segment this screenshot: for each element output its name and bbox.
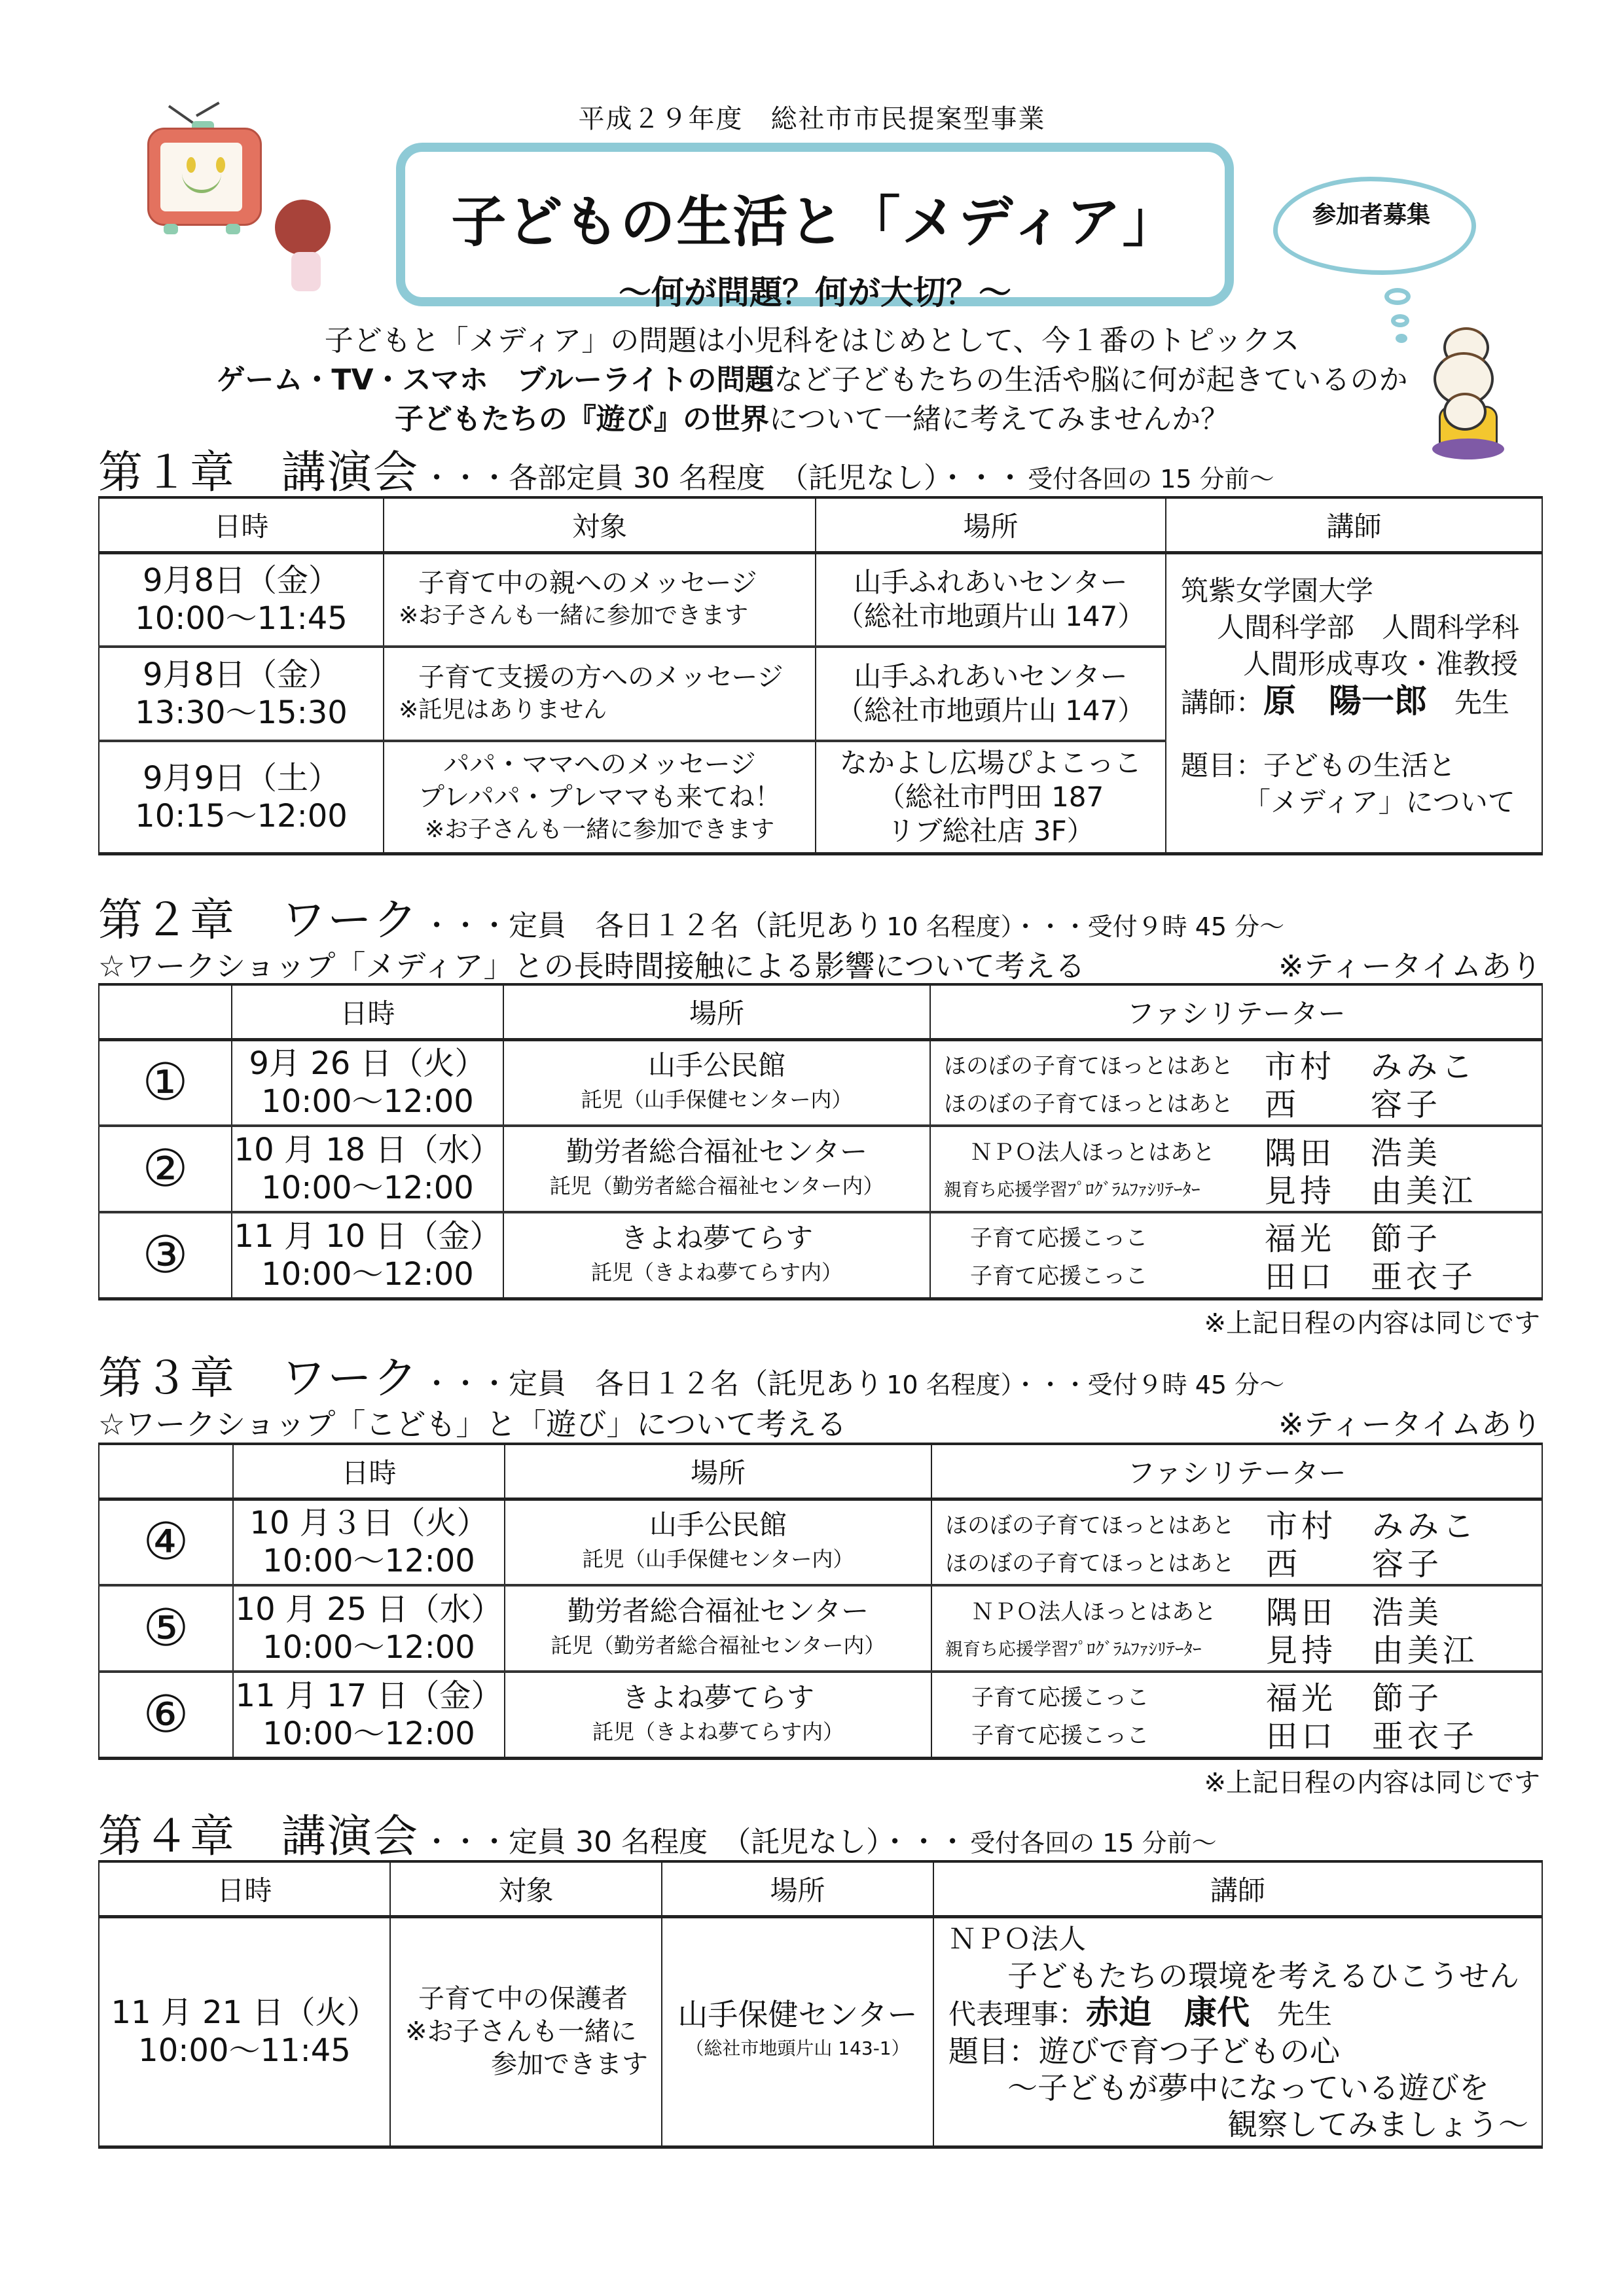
place-cell	[816, 741, 1166, 853]
place-address: （総社市地頭片山 147）	[836, 694, 1146, 726]
cloud-bubble	[1384, 288, 1411, 305]
time: 10:00～12:00	[261, 1255, 474, 1293]
chapter2-details: ・・・定員 各日１２名（託児あり	[422, 909, 884, 942]
datetime-cell	[233, 1499, 505, 1585]
chapter4-details: ・・・定員 30 名程度 （託児なし）・・・	[422, 1825, 967, 1859]
target-line2: プレパパ・プレママも来てね！	[418, 781, 781, 812]
datetime-cell	[99, 552, 384, 647]
chapter3-details: ・・・定員 各日１２名（託児あり	[422, 1367, 884, 1401]
facilitator-org: 子育て応援こっこ	[971, 1723, 1149, 1749]
intro-line-2	[0, 356, 1624, 398]
table-row	[99, 1212, 1542, 1299]
date: 11 月 21 日（火）	[111, 1994, 378, 2031]
lecturer-label: 代表理事：	[948, 1998, 1087, 2030]
col-header-target: 対象	[390, 1861, 662, 1916]
lecturer-name-line	[1181, 683, 1542, 721]
facilitator-name: 市村 みみこ	[1266, 1507, 1479, 1545]
chapter1-details: ・・・各部定員 30 名程度 （託児なし）・・・	[422, 461, 1025, 495]
lecturer-honorific: 先生	[1277, 1998, 1333, 2030]
chapter3-table	[98, 1443, 1543, 1760]
chapter4-table	[98, 1860, 1543, 2149]
place: きよね夢てらす	[621, 1681, 814, 1713]
facilitator-org: 子育て応援こっこ	[970, 1263, 1148, 1290]
target-note: ※お子さんも一緒に参加できます	[424, 816, 775, 843]
page-title: 子どもの生活と「メディア」	[451, 190, 1179, 254]
table-header-row	[99, 1444, 1542, 1499]
col-header-place: 場所	[503, 984, 930, 1039]
facilitator-org: 子育て応援こっこ	[971, 1685, 1149, 1712]
childcare-note: 託児（きよね夢てらす内）	[590, 1259, 842, 1285]
col-header-place: 場所	[816, 497, 1166, 552]
col-header-datetime: 日時	[232, 984, 503, 1039]
facilitator-org: 親育ち応援学習ﾌﾟﾛｸﾞﾗﾑﾌｧｼﾘﾃｰﾀｰ	[945, 1639, 1202, 1660]
place-cell	[503, 1126, 930, 1212]
session-number: ③	[99, 1212, 232, 1299]
facilitator-name: 福光 節子	[1266, 1680, 1443, 1717]
chapter2-table	[98, 983, 1543, 1300]
chapter3-workshop-line	[98, 1401, 1542, 1444]
chapter1-reception: 受付各回の 15 分前～	[1028, 465, 1274, 493]
tv-foot	[226, 224, 240, 234]
chapter4-heading	[98, 1801, 1217, 1865]
intro-text: について一緒に考えてみませんか？	[768, 403, 1230, 436]
place-cell	[505, 1672, 931, 1758]
time: 10:00～12:00	[261, 1083, 474, 1121]
date: 9月8日（金）	[142, 562, 340, 600]
target: 子育て中の親へのメッセージ	[418, 568, 757, 599]
col-header-facilitator: ファシリテーター	[930, 984, 1542, 1039]
facilitator-org: ＮＰＯ法人ほっとはあと	[970, 1139, 1215, 1166]
place: きよね夢てらす	[620, 1221, 813, 1254]
chapter2-same-content-note: ※上記日程の内容は同じです	[1204, 1308, 1540, 1338]
recruiting-badge: 参加者募集	[1312, 202, 1430, 228]
lecture-topic-line2: ～子どもが夢中になっている遊びを	[1007, 2070, 1489, 2106]
date: 10 月 18 日（水）	[234, 1132, 501, 1168]
col-header-place: 場所	[662, 1861, 933, 1916]
facilitator-cell	[931, 1499, 1542, 1585]
child-body	[291, 252, 321, 291]
tea-time-note: ※ティータイムあり	[1278, 948, 1542, 984]
target-note: ※お子さんも一緒に参加できます	[399, 602, 749, 630]
child-head	[275, 200, 331, 255]
time: 13:30～15:30	[135, 694, 348, 731]
facilitator-name: 福光 節子	[1265, 1221, 1442, 1258]
lecture-topic: 題目：子どもの生活と	[1181, 749, 1456, 781]
time: 10:00～11:45	[138, 2032, 351, 2069]
table-row	[99, 1585, 1542, 1672]
col-header-place: 場所	[505, 1444, 931, 1499]
chapter3-heading	[98, 1343, 1284, 1407]
facilitator-name: 隅田 浩美	[1265, 1134, 1442, 1172]
col-header-target: 対象	[384, 497, 816, 552]
place-cell	[816, 647, 1166, 741]
time: 10:00～12:00	[261, 1170, 474, 1206]
workshop-theme: ☆ワークショップ「こども」と「遊び」について考える	[98, 1407, 847, 1442]
childcare-note: 託児（勤労者総合福祉センター内）	[550, 1633, 886, 1658]
datetime-cell	[233, 1672, 505, 1758]
target-cell	[384, 647, 816, 741]
place-address: （総社市門田 187	[877, 780, 1104, 813]
col-header-datetime: 日時	[233, 1444, 505, 1499]
chapter1-title: 第１章 講演会	[98, 447, 420, 499]
cushion	[1432, 439, 1504, 459]
target-note-line2: 参加できます	[491, 2049, 648, 2079]
place-cell	[505, 1499, 931, 1585]
facilitator-cell	[931, 1672, 1542, 1758]
time: 10:00～12:00	[262, 1715, 475, 1752]
tv-foot	[164, 224, 178, 234]
session-number: ④	[99, 1499, 233, 1585]
lecturer-cell	[1166, 552, 1542, 853]
date: 10 月 25 日（水）	[235, 1591, 503, 1628]
workshop-theme: ☆ワークショップ「メディア」との長時間接触による影響について考える	[98, 948, 1085, 984]
date: 9月9日（土）	[142, 759, 340, 797]
chapter2-details-small: 10 名程度）・・・受付９時 45 分～	[886, 912, 1285, 941]
target-cell	[384, 552, 816, 647]
lecturer-org-type: ＮＰＯ法人	[948, 1922, 1087, 1955]
target-cell	[390, 1916, 662, 2147]
tea-time-note: ※ティータイムあり	[1278, 1407, 1542, 1442]
date: 9月8日（金）	[142, 656, 340, 693]
facilitator-org: ほのぼの子育てほっとはあと	[944, 1052, 1233, 1079]
datetime-cell	[232, 1126, 503, 1212]
facilitator-name: 市村 みみこ	[1265, 1048, 1477, 1085]
lecturer-name: 赤迫 康代	[1086, 1993, 1250, 2032]
facilitator-org: 子育て応援こっこ	[970, 1225, 1148, 1252]
facilitator-org: 親育ち応援学習ﾌﾟﾛｸﾞﾗﾑﾌｧｼﾘﾃｰﾀｰ	[944, 1179, 1200, 1200]
chapter2-title: 第２章 ワーク	[98, 895, 420, 946]
col-header-datetime: 日時	[99, 1861, 390, 1916]
intro-line-3	[0, 395, 1624, 437]
place: 山手ふれあいセンター	[854, 660, 1128, 692]
facilitator-org: ほのぼの子育てほっとはあと	[944, 1090, 1233, 1117]
table-header-row	[99, 1861, 1542, 1916]
session-number: ⑤	[99, 1585, 233, 1672]
lecture-topic-line3: 観察してみましょう～	[1227, 2106, 1528, 2142]
place: 山手保健センター	[677, 1997, 918, 2032]
lecturer-university: 筑紫女学園大学	[1181, 574, 1374, 607]
time: 10:00～11:45	[135, 600, 348, 637]
facilitator-cell	[930, 1039, 1542, 1126]
col-header-number	[99, 984, 232, 1039]
place-cell	[816, 552, 1166, 647]
time: 10:15～12:00	[135, 797, 348, 834]
datetime-cell	[99, 1916, 390, 2147]
place: 山手公民館	[647, 1049, 785, 1082]
table-header-row	[99, 984, 1542, 1039]
childcare-note: 託児（勤労者総合福祉センター内）	[549, 1174, 884, 1198]
session-number: ②	[99, 1126, 232, 1212]
session-number: ①	[99, 1039, 232, 1126]
date: 11 月 10 日（金）	[234, 1217, 501, 1255]
session-number: ⑥	[99, 1672, 233, 1758]
table-row	[99, 1039, 1542, 1126]
facilitator-cell	[931, 1585, 1542, 1672]
place-address: （総社市地頭片山 147）	[836, 600, 1146, 633]
col-header-lecturer: 講師	[933, 1861, 1542, 1916]
facilitator-org: ほのぼの子育てほっとはあと	[945, 1512, 1235, 1539]
lecture-topic-line2: 「メディア」について	[1243, 785, 1515, 818]
title-box	[396, 143, 1234, 312]
place-cell	[503, 1212, 930, 1299]
facilitator-name: 西 容子	[1265, 1086, 1442, 1123]
col-header-facilitator: ファシリテーター	[931, 1444, 1542, 1499]
table-row	[99, 552, 1542, 647]
facilitator-name: 田口 亜衣子	[1265, 1259, 1477, 1296]
place: 勤労者総合福祉センター	[566, 1136, 868, 1168]
place: なかよし広場ぴよこっこ	[839, 746, 1142, 779]
intro-highlight: 子どもたちの『遊び』の世界	[394, 403, 769, 436]
chapter2-heading	[98, 885, 1284, 948]
datetime-cell	[232, 1212, 503, 1299]
chapter4-title: 第４章 講演会	[98, 1811, 420, 1863]
intro-line-1: 子どもと「メディア」の問題は小児科をはじめとして、今１番のトピックス	[324, 324, 1300, 357]
place-address-line2: リブ総社店 3F）	[887, 814, 1094, 847]
chapter3-details-small: 10 名程度）・・・受付９時 45 分～	[886, 1371, 1285, 1399]
facilitator-name: 隅田 浩美	[1266, 1594, 1443, 1631]
intro-highlight: ゲーム・TV・スマホ ブルーライトの問題	[216, 363, 774, 397]
target-note: ※託児はありません	[399, 696, 607, 723]
datetime-cell	[232, 1039, 503, 1126]
place: 山手ふれあいセンター	[854, 566, 1128, 599]
table-row	[99, 1499, 1542, 1585]
childcare-note: 託児（山手保健センター内）	[582, 1547, 854, 1572]
lecturer-honorific: 先生	[1454, 686, 1510, 719]
target: 子育て支援の方へのメッセージ	[418, 662, 784, 692]
time: 10:00～12:00	[262, 1543, 475, 1580]
date: 9月 26 日（火）	[249, 1045, 486, 1083]
lecturer-label: 講師：	[1181, 686, 1264, 719]
time: 10:00～12:00	[262, 1629, 475, 1666]
intro-text: など子どもたちの生活や脳に何が起きているのか	[774, 363, 1408, 397]
facilitator-org: ＮＰＯ法人ほっとはあと	[971, 1598, 1216, 1625]
project-line: 平成２９年度 総社市市民提案型事業	[578, 104, 1046, 134]
facilitator-name: 見持 由美江	[1266, 1632, 1479, 1669]
chapter1-table	[98, 496, 1543, 855]
col-header-number	[99, 1444, 233, 1499]
lecturer-major: 人間形成専攻・准教授	[1243, 647, 1519, 680]
table-row	[99, 1672, 1542, 1758]
place-cell	[505, 1585, 931, 1672]
facilitator-org: ほのぼの子育てほっとはあと	[945, 1550, 1235, 1577]
table-row	[99, 1126, 1542, 1212]
table-row	[99, 1916, 1542, 2147]
facilitator-cell	[930, 1212, 1542, 1299]
chapter4-reception: 受付各回の 15 分前～	[970, 1829, 1217, 1857]
chapter3-same-content-note: ※上記日程の内容は同じです	[1204, 1768, 1540, 1798]
facilitator-name: 田口 亜衣子	[1266, 1718, 1479, 1755]
chapter1-heading	[98, 437, 1274, 501]
datetime-cell	[233, 1585, 505, 1672]
target: 子育て中の保護者	[418, 1984, 628, 2014]
place-cell	[662, 1916, 933, 2147]
lecturer-name-line	[948, 1994, 1542, 2033]
lecturer-department: 人間科学部 人間科学科	[1217, 611, 1520, 643]
date: 10 月３日（火）	[249, 1505, 488, 1542]
target: パパ・ママへのメッセージ	[443, 749, 756, 780]
datetime-cell	[99, 647, 384, 741]
target-cell	[384, 741, 816, 853]
lecturer-cell	[933, 1916, 1542, 2147]
childcare-note: 託児（きよね夢てらす内）	[592, 1719, 844, 1744]
place-address: （総社市地頭片山 143-1）	[685, 2037, 910, 2059]
chapter2-workshop-line	[98, 942, 1542, 986]
lecturer-org-name: 子どもたちの環境を考えるひこうせん	[1007, 1958, 1519, 1994]
lecturer-name: 原 陽一郎	[1263, 681, 1428, 720]
facilitator-cell	[930, 1126, 1542, 1212]
place: 勤労者総合福祉センター	[567, 1595, 869, 1627]
place-cell	[503, 1039, 930, 1126]
place: 山手公民館	[649, 1509, 787, 1541]
date: 11 月 17 日（金）	[235, 1677, 503, 1714]
col-header-datetime: 日時	[99, 497, 384, 552]
col-header-lecturer: 講師	[1166, 497, 1542, 552]
lecture-topic: 題目：遊びで育つ子どもの心	[948, 2033, 1340, 2069]
facilitator-name: 見持 由美江	[1265, 1172, 1477, 1210]
chapter3-title: 第３章 ワーク	[98, 1353, 420, 1405]
childcare-note: 託児（山手保健センター内）	[581, 1087, 853, 1113]
target-note: ※お子さんも一緒に	[405, 2017, 637, 2047]
page-subtitle: ～何が問題？何が大切？～	[619, 274, 1011, 312]
table-header-row	[99, 497, 1542, 552]
facilitator-name: 西 容子	[1266, 1545, 1443, 1583]
datetime-cell	[99, 741, 384, 853]
